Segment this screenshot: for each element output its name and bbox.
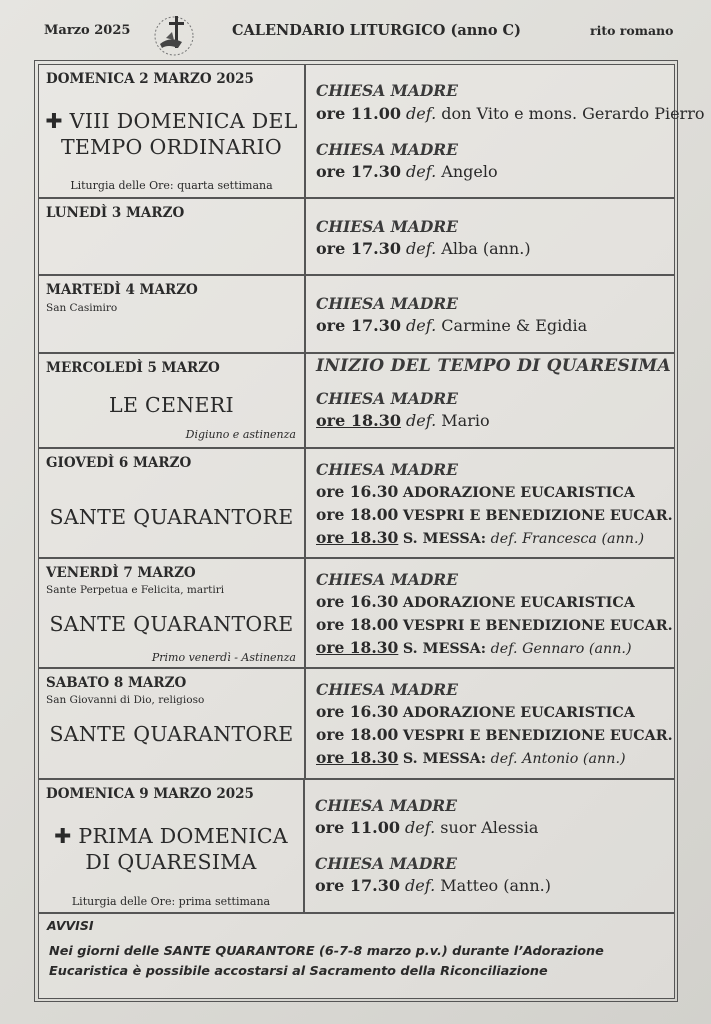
day-title-line1: SANTE QUARANTORE: [49, 505, 294, 529]
notices-text: [49, 942, 679, 982]
day-note: Digiuno e astinenza: [185, 428, 296, 441]
mass-entry: ore 18.30 def. Mario: [316, 411, 490, 430]
day-title-line1: LE CENERI: [109, 393, 234, 417]
church-name: CHIESA MADRE: [315, 854, 457, 873]
church-name: CHIESA MADRE: [316, 140, 458, 159]
day-date: MARTEDÌ 4 MARZO: [46, 282, 198, 298]
day-cell-4: [38, 353, 305, 448]
event-entry: ore 16.30 ADORAZIONE EUCARISTICA: [316, 702, 635, 721]
page-header: [0, 14, 711, 50]
day-date: DOMENICA 9 MARZO 2025: [46, 786, 254, 802]
header-month: Marzo 2025: [44, 23, 131, 38]
mass-entry: ore 17.30 def. Carmine & Egidia: [316, 316, 588, 335]
mass-cell-3: [305, 275, 675, 353]
day-date: SABATO 8 MARZO: [46, 675, 187, 691]
day-date: LUNEDÌ 3 MARZO: [46, 205, 185, 221]
event-entry: ore 18.00 VESPRI E BENEDIZIONE EUCAR.: [316, 505, 673, 524]
mass-entry: ore 17.30 def. Angelo: [316, 162, 498, 181]
mass-entry: ore 17.30 def. Matteo (ann.): [315, 876, 551, 895]
church-name: CHIESA MADRE: [316, 680, 458, 699]
day-date: GIOVEDÌ 6 MARZO: [46, 455, 192, 471]
mass-cell-6: [305, 558, 675, 668]
day-title-line1: SANTE QUARANTORE: [49, 612, 294, 636]
day-note: Liturgia delle Ore: quarta settimana: [70, 179, 273, 192]
mass-cell-4: [305, 353, 675, 448]
day-note: Liturgia delle Ore: prima settimana: [71, 895, 271, 908]
event-entry: ore 18.30 S. MESSA: def. Antonio (ann.): [316, 748, 626, 767]
church-name: CHIESA MADRE: [316, 294, 458, 313]
mass-cell-5: [305, 448, 675, 558]
parish-logo-icon: [148, 14, 200, 58]
mass-entry: ore 11.00 def. don Vito e mons. Gerardo Pierro: [316, 104, 705, 123]
mass-cell-8: [304, 779, 675, 913]
day-note: Primo venerdì - Astinenza: [151, 651, 296, 664]
day-cell-6: [38, 558, 305, 668]
day-title-line2: DI QUARESIMA: [85, 850, 257, 874]
event-entry: ore 18.00 VESPRI E BENEDIZIONE EUCAR.: [316, 615, 673, 634]
day-cell-2: [38, 198, 305, 275]
mass-entry: ore 11.00 def. suor Alessia: [315, 818, 539, 837]
event-entry: ore 16.30 ADORAZIONE EUCARISTICA: [316, 482, 635, 501]
day-date: MERCOLEDÌ 5 MARZO: [46, 360, 220, 376]
church-name: CHIESA MADRE: [316, 81, 458, 100]
church-name: CHIESA MADRE: [315, 796, 457, 815]
day-cell-7: [38, 668, 305, 779]
lent-title: INIZIO DEL TEMPO DI QUARESIMA: [316, 356, 671, 376]
day-saint: Sante Perpetua e Felicita, martiri: [46, 584, 225, 596]
day-cell-1: [38, 64, 305, 198]
notices-box: [38, 913, 675, 999]
event-entry: ore 18.00 VESPRI E BENEDIZIONE EUCAR.: [316, 725, 673, 744]
day-title-line1: SANTE QUARANTORE: [49, 722, 294, 746]
header-rite: rito romano: [590, 23, 674, 38]
event-entry: ore 16.30 ADORAZIONE EUCARISTICA: [316, 592, 635, 611]
mass-cell-2: [305, 198, 675, 275]
day-date: DOMENICA 2 MARZO 2025: [46, 71, 254, 87]
day-date: VENERDÌ 7 MARZO: [46, 565, 196, 581]
day-title-line1: ✚ PRIMA DOMENICA: [54, 824, 288, 848]
day-cell-3: [38, 275, 305, 353]
notices-line: Eucaristica è possibile accostarsi al Sacramento della Riconciliazione: [49, 964, 548, 979]
day-title-line2: TEMPO ORDINARIO: [60, 135, 283, 159]
church-name: CHIESA MADRE: [316, 389, 458, 408]
header-title: CALENDARIO LITURGICO (anno C): [232, 22, 521, 39]
church-name: CHIESA MADRE: [316, 460, 458, 479]
church-name: CHIESA MADRE: [316, 217, 458, 236]
event-entry: ore 18.30 S. MESSA: def. Gennaro (ann.): [316, 638, 632, 657]
church-name: CHIESA MADRE: [316, 570, 458, 589]
day-saint: San Giovanni di Dio, religioso: [46, 694, 205, 706]
day-cell-8: [38, 779, 304, 913]
notices-title: AVVISI: [47, 918, 94, 933]
day-title-line1: ✚ VIII DOMENICA DEL: [45, 109, 298, 133]
day-saint: San Casimiro: [46, 302, 118, 314]
mass-entry: ore 17.30 def. Alba (ann.): [316, 239, 531, 258]
event-entry: ore 18.30 S. MESSA: def. Francesca (ann.): [316, 528, 645, 547]
day-cell-5: [38, 448, 305, 558]
notices-line: Nei giorni delle SANTE QUARANTORE (6-7-8 marzo p.v.) durante l’Adorazione: [49, 944, 604, 959]
mass-cell-7: [305, 668, 675, 779]
mass-cell-1: [305, 64, 705, 198]
